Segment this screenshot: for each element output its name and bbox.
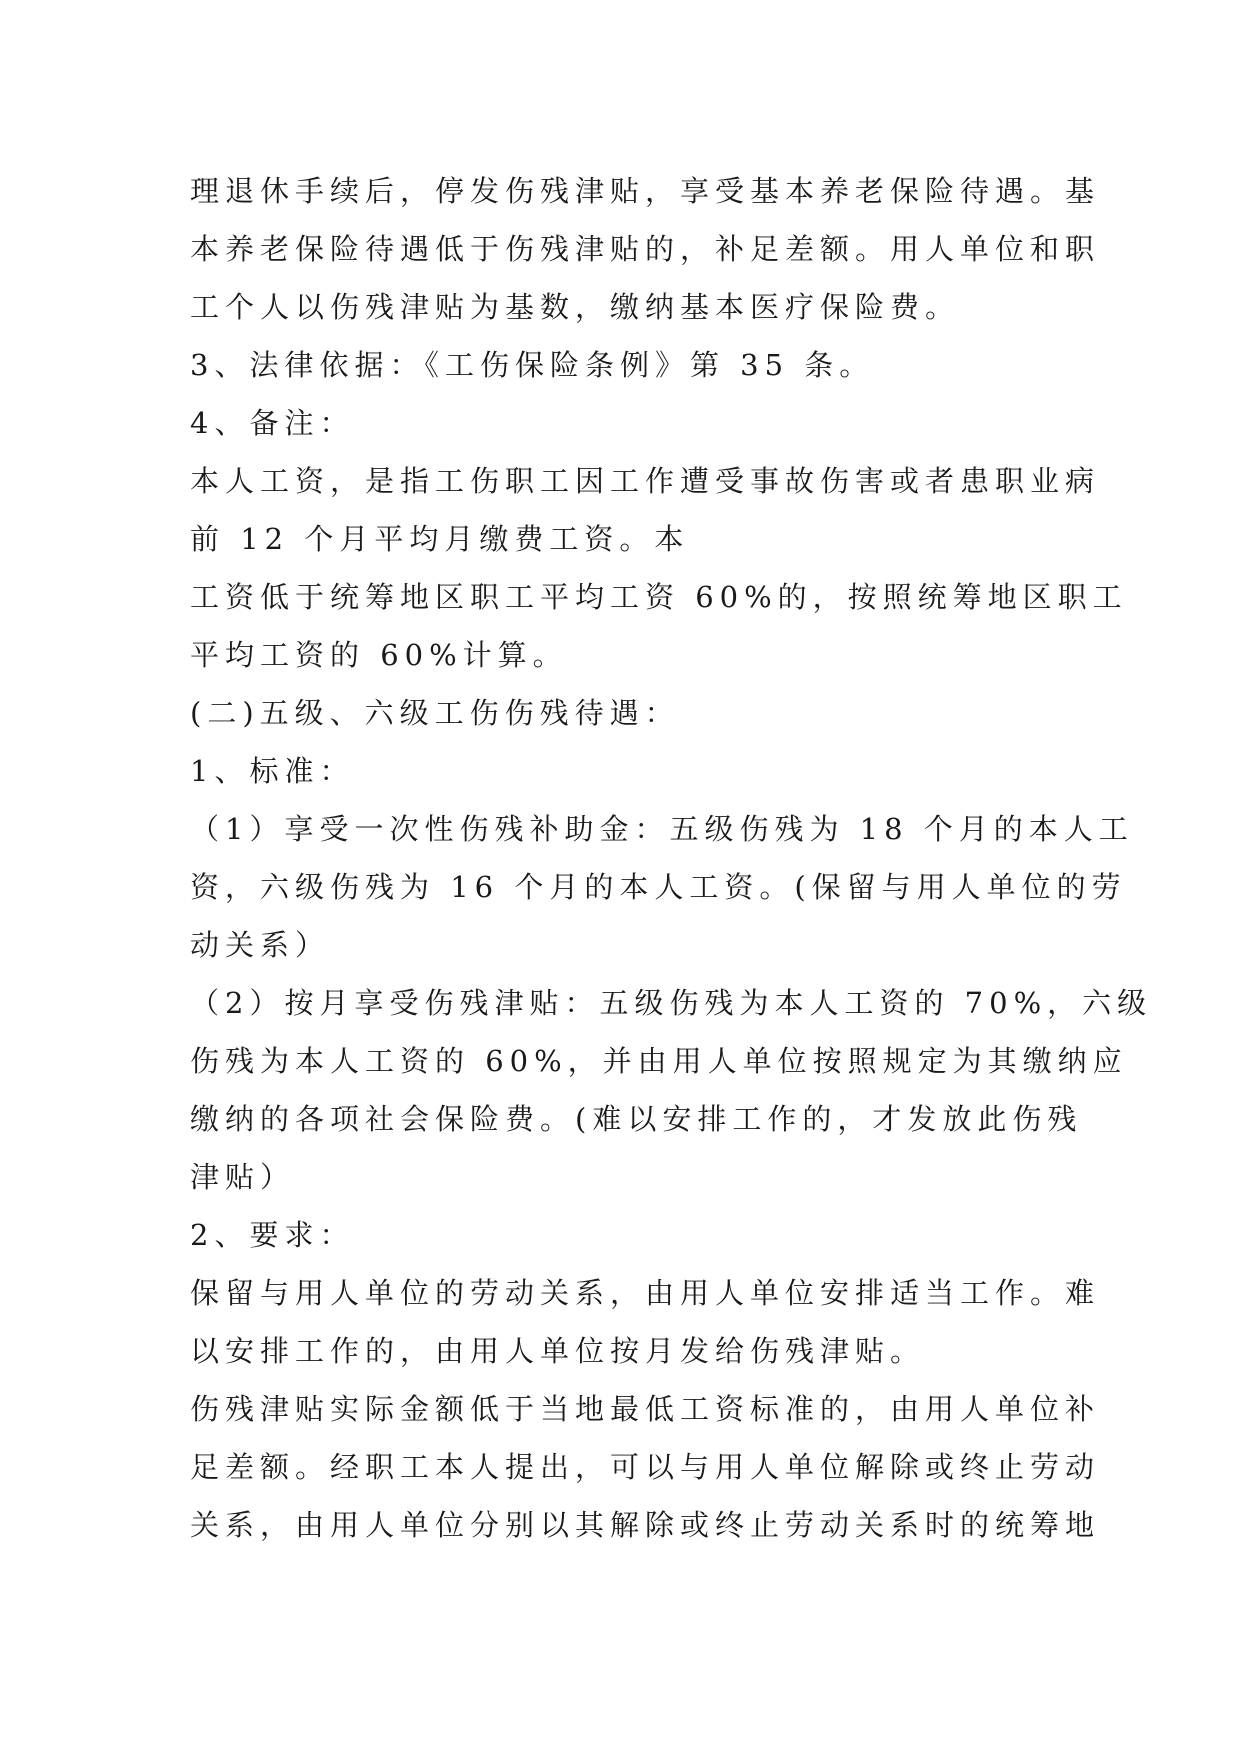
text-line: 缴纳的各项社会保险费。(难以安排工作的，才发放此伤残 <box>190 1102 1083 1136</box>
text-line: 平均工资的 60%计算。 <box>190 638 568 672</box>
text-line: 前 12 个月平均月缴费工资。本 <box>190 522 690 556</box>
text-line: 理退休手续后，停发伤残津贴，享受基本养老保险待遇。基 <box>190 174 1101 208</box>
text-line: 本人工资，是指工伤职工因工作遭受事故伤害或者患职业病 <box>190 464 1101 498</box>
section-heading-requirements: 2、要求： <box>190 1218 355 1252</box>
text-line: 关系，由用人单位分别以其解除或终止劳动关系时的统筹地 <box>190 1508 1101 1542</box>
text-line: 津贴） <box>190 1160 296 1194</box>
list-item-monthly-allowance: （2）按月享受伤残津贴：五级伤残为本人工资的 70%，六级 <box>190 986 1153 1020</box>
text-line: 工资低于统筹地区职工平均工资 60%的，按照统筹地区职工 <box>190 580 1128 614</box>
document-body <box>190 162 1153 1554</box>
section-heading-legal-basis: 3、法律依据：《工伤保险条例》第 35 条。 <box>190 348 875 382</box>
text-line: 本养老保险待遇低于伤残津贴的，补足差额。用人单位和职 <box>190 232 1101 266</box>
text-line: 伤残津贴实际金额低于当地最低工资标准的，由用人单位补 <box>190 1392 1101 1426</box>
text-line: 工个人以伤残津贴为基数，缴纳基本医疗保险费。 <box>190 290 961 324</box>
section-heading-standard: 1、标准： <box>190 754 355 788</box>
text-line: 以安排工作的，由用人单位按月发给伤残津贴。 <box>190 1334 926 1368</box>
text-line: 足差额。经职工本人提出，可以与用人单位解除或终止劳动 <box>190 1450 1101 1484</box>
section-heading-level-5-6: (二)五级、六级工伤伤残待遇： <box>190 696 680 730</box>
section-heading-notes: 4、备注： <box>190 406 355 440</box>
text-line: 保留与用人单位的劳动关系，由用人单位安排适当工作。难 <box>190 1276 1101 1310</box>
list-item-one-time-subsidy: （1）享受一次性伤残补助金：五级伤残为 18 个月的本人工 <box>190 812 1134 846</box>
text-line: 动关系） <box>190 928 331 962</box>
text-line: 伤残为本人工资的 60%，并由用人单位按照规定为其缴纳应 <box>190 1044 1128 1078</box>
text-line: 资，六级伤残为 16 个月的本人工资。(保留与用人单位的劳 <box>190 870 1127 904</box>
